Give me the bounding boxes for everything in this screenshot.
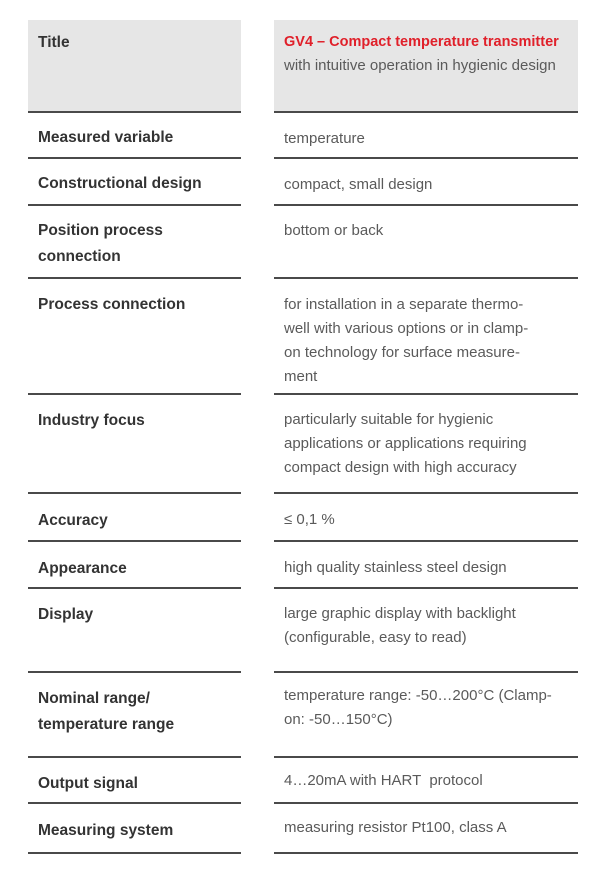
spec-value-position-process-connection: bottom or back	[284, 222, 384, 239]
spec-label-process-connection: Process connection	[38, 296, 186, 313]
row-divider	[28, 852, 241, 854]
spec-value-display: large graphic display with backlight (configurable, easy to read)	[284, 605, 516, 646]
product-subtitle: with intuitive operation in hygienic design	[284, 57, 556, 74]
spec-value-appearance: high quality stainless steel design	[284, 559, 507, 576]
row-divider	[28, 111, 241, 113]
spec-value-process-connection: for installation in a separate thermo-well with various options or in clamp-on technology for surface measure-ment	[284, 296, 529, 385]
row-divider	[274, 671, 578, 673]
spec-value-output-signal: 4…20mA with HART protocol	[284, 772, 483, 789]
row-divider	[274, 111, 578, 113]
spec-value-measured-variable: temperature	[284, 130, 365, 147]
spec-value-industry-focus: particularly suitable for hygienic applications or applications requiring compact design with high accuracy	[284, 411, 527, 476]
row-divider	[28, 393, 241, 395]
spec-label-position-process-connection: Position process connection	[38, 222, 163, 265]
spec-label-display: Display	[38, 606, 94, 623]
spec-label-nominal-range: Nominal range/ temperature range	[38, 690, 175, 733]
row-divider	[274, 157, 578, 159]
row-divider	[28, 277, 241, 279]
row-divider	[274, 587, 578, 589]
spec-label-measured-variable: Measured variable	[38, 129, 174, 146]
row-divider	[28, 157, 241, 159]
spec-label-constructional-design: Constructional design	[38, 175, 202, 192]
spec-value-measuring-system: measuring resistor Pt100, class A	[284, 819, 507, 836]
row-divider	[28, 492, 241, 494]
row-divider	[274, 852, 578, 854]
row-divider	[28, 671, 241, 673]
row-divider	[274, 277, 578, 279]
spec-label-measuring-system: Measuring system	[38, 822, 174, 839]
row-divider	[274, 540, 578, 542]
row-divider	[28, 587, 241, 589]
spec-label-appearance: Appearance	[38, 560, 127, 577]
row-divider	[274, 802, 578, 804]
spec-label-title	[28, 20, 241, 112]
product-title: GV4 – Compact temperature transmitter	[284, 34, 559, 50]
row-divider	[28, 756, 241, 758]
spec-label-accuracy: Accuracy	[38, 512, 108, 529]
spec-value-nominal-range: temperature range: -50…200°C (Clamp-on: -50…150°C)	[284, 687, 552, 728]
spec-value-constructional-design: compact, small design	[284, 176, 433, 193]
row-divider	[28, 204, 241, 206]
row-divider	[28, 802, 241, 804]
label-text: Title	[38, 34, 70, 51]
spec-label-output-signal: Output signal	[38, 775, 138, 792]
spec-label-industry-focus: Industry focus	[38, 412, 145, 429]
row-divider	[28, 540, 241, 542]
spec-value-accuracy: ≤ 0,1 %	[284, 511, 335, 528]
row-divider	[274, 393, 578, 395]
row-divider	[274, 492, 578, 494]
row-divider	[274, 204, 578, 206]
spec-value-title	[274, 20, 578, 112]
row-divider	[274, 756, 578, 758]
